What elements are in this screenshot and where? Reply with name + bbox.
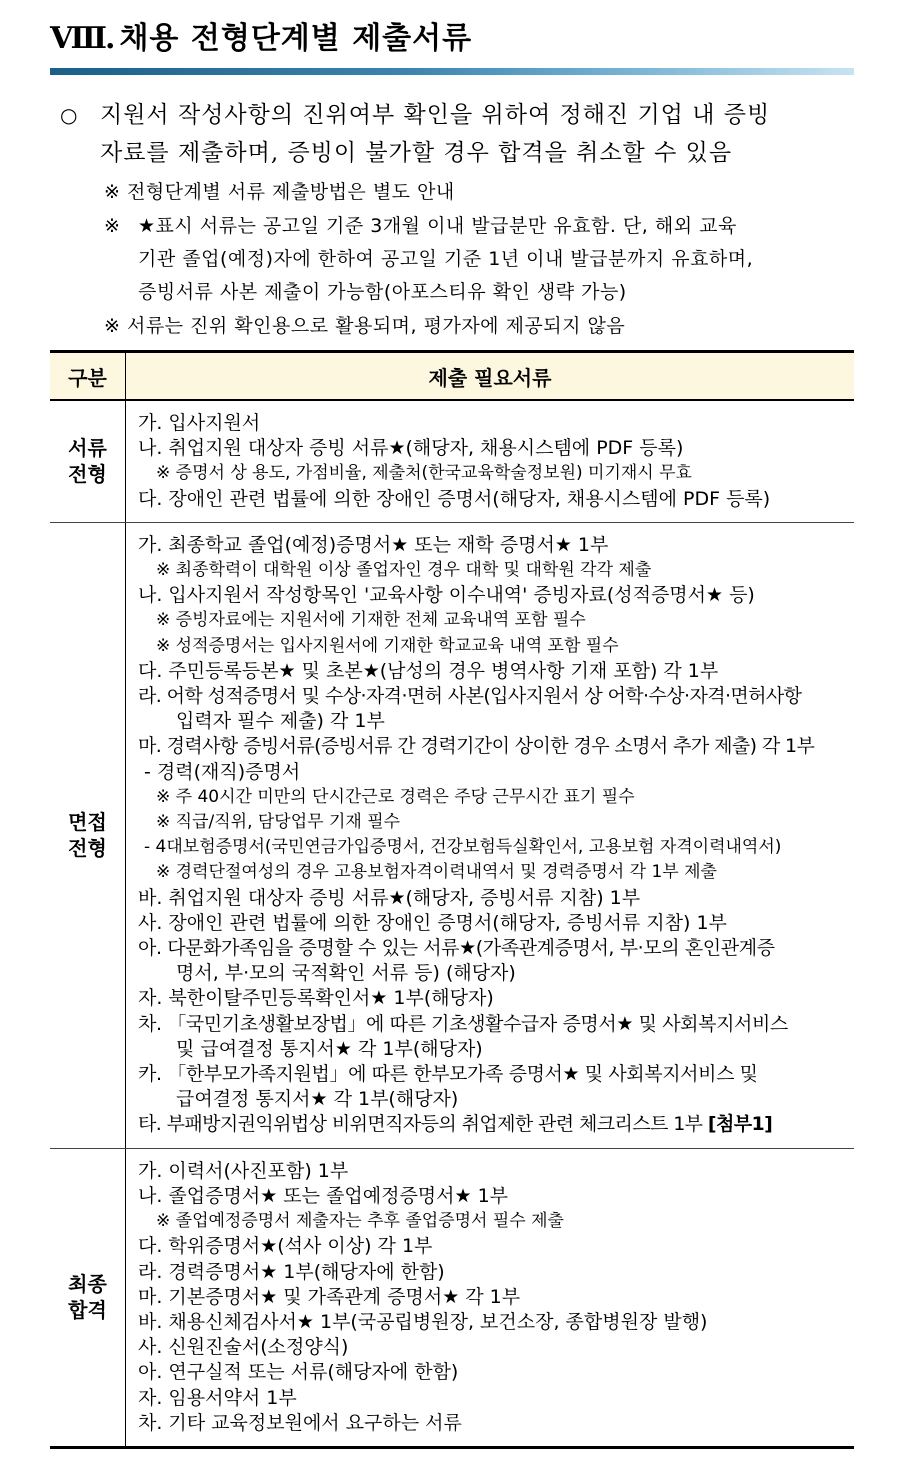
header-category: 구분	[50, 352, 126, 401]
list-note: ※ 증명서 상 용도, 가점비율, 제출처(한국교육학술정보원) 미기재시 무효	[156, 463, 692, 484]
list-note: ※ 최종학력이 대학원 이상 졸업자인 경우 대학 및 대학원 각각 제출	[156, 560, 652, 581]
list-item: 마. 경력사항 증빙서류(증빙서류 간 경력기간이 상이한 경우 소명서 추가 제출) 각 1부	[138, 735, 815, 758]
list-item-text: 타. 부패방지권익위법상 비위면직자등의 취업제한 관련 체크리스트 1부	[138, 1113, 703, 1136]
list-item: 나. 취업지원 대상자 증빙 서류★(해당자, 채용시스템에 PDF 등록)	[138, 437, 684, 460]
intro-line-2: 자료를 제출하며, 증빙이 불가할 경우 합격을 취소할 수 있음	[100, 140, 733, 166]
list-item: 다. 장애인 관련 법률에 의한 장애인 증명서(해당자, 채용시스템에 PDF 등록)	[138, 487, 771, 510]
list-note: ※ 경력단절여성의 경우 고용보험자격이력내역서 및 경력증명서 각 1부 제출	[156, 862, 717, 883]
list-item-continuation: 입력자 필수 제출) 각 1부	[176, 710, 385, 733]
list-note: ※ 성적증명서는 입사지원서에 기재한 학교교육 내역 포함 필수	[156, 635, 619, 656]
list-item: 바. 취업지원 대상자 증빙 서류★(해당자, 증빙서류 지참) 1부	[138, 886, 641, 909]
intro-paragraph	[60, 96, 860, 172]
category-label: 전형	[68, 462, 107, 487]
list-subitem: - 경력(재직)증명서	[144, 760, 301, 783]
note-validity-line-3: 증빙서류 사본 제출이 가능함(아포스티유 확인 생략 가능)	[138, 281, 627, 303]
note-validity-line-1: ★표시 서류는 공고일 기준 3개월 이내 발급분만 유효함. 단, 해외 교육	[138, 215, 737, 237]
list-note: ※ 주 40시간 미만의 단시간근로 경력은 주당 근무시간 표기 필수	[156, 786, 635, 807]
list-item: 가. 이력서(사진포함) 1부	[138, 1159, 349, 1182]
note-usage: ※ 서류는 진위 확인용으로 활용되며, 평가자에 제공되지 않음	[104, 315, 626, 337]
category-cell	[50, 400, 126, 522]
attachment-reference: [첨부1]	[707, 1113, 773, 1136]
category-cell	[50, 1148, 126, 1447]
list-item: 나. 졸업증명서★ 또는 졸업예정증명서★ 1부	[138, 1184, 509, 1207]
page-title	[50, 14, 850, 64]
list-item-continuation: 급여결정 통지서★ 각 1부(해당자)	[176, 1088, 459, 1111]
list-note: ※ 증빙자료에는 지원서에 기재한 전체 교육내역 포함 필수	[156, 610, 586, 631]
list-item: 나. 입사지원서 작성항목인 '교육사항 이수내역' 증빙자료(성적증명서★ 등)	[138, 584, 755, 607]
category-label: 최종	[68, 1272, 107, 1297]
items-cell	[126, 1148, 855, 1447]
category-label: 서류	[68, 436, 107, 461]
documents-table	[50, 350, 854, 1449]
list-item: 자. 임용서약서 1부	[138, 1386, 297, 1409]
title-underline-bar	[50, 68, 854, 75]
list-item: 자. 북한이탈주민등록확인서★ 1부(해당자)	[138, 987, 494, 1010]
list-item: 라. 경력증명서★ 1부(해당자에 한함)	[138, 1260, 445, 1283]
category-label: 전형	[68, 836, 107, 861]
list-item: 아. 다문화가족임을 증명할 수 있는 서류★(가족관계증명서, 부·모의 혼인관계증	[138, 937, 775, 960]
note-submission-method: ※ 전형단계별 서류 제출방법은 별도 안내	[104, 181, 455, 203]
category-label: 면접	[68, 810, 107, 835]
intro-block	[60, 96, 860, 172]
section-final-pass	[50, 1148, 854, 1447]
list-item: 사. 신원진술서(소정양식)	[138, 1336, 349, 1359]
section-interview	[50, 522, 854, 1148]
list-item: 차. 「국민기초생활보장법」에 따른 기초생활수급자 증명서★ 및 사회복지서비스	[138, 1012, 788, 1035]
list-item: 사. 장애인 관련 법률에 의한 장애인 증명서(해당자, 증빙서류 지참) 1부	[138, 911, 727, 934]
items-cell	[126, 522, 855, 1148]
note-validity	[104, 210, 753, 309]
items-cell	[126, 400, 855, 522]
circle-bullet-icon: ○	[60, 103, 79, 127]
list-item-continuation: 및 급여결정 통지서★ 각 1부(해당자)	[176, 1037, 483, 1060]
intro-line-1: 지원서 작성사항의 진위여부 확인을 위하여 정해진 기업 내 증빙	[100, 102, 771, 128]
category-label: 합격	[68, 1298, 107, 1323]
reference-mark-icon: ※	[104, 215, 121, 237]
list-item: 바. 채용신체검사서★ 1부(국공립병원장, 보건소장, 종합병원장 발행)	[138, 1310, 708, 1333]
section-number: Ⅷ.	[50, 21, 114, 56]
header-documents: 제출 필요서류	[126, 352, 855, 401]
list-item: 가. 입사지원서	[138, 412, 261, 434]
list-item: 카. 「한부모가족지원법」에 따른 한부모가족 증명서★ 및 사회복지서비스 및	[138, 1063, 758, 1086]
category-cell	[50, 522, 126, 1148]
note-validity-line-2: 기관 졸업(예정)자에 한하여 공고일 기준 1년 이내 발급분까지 유효하며,	[138, 248, 754, 270]
list-note: ※ 졸업예정증명서 제출자는 추후 졸업증명서 필수 제출	[156, 1211, 564, 1232]
list-item: 라. 어학 성적증명서 및 수상·자격·면허 사본(입사지원서 상 어학·수상·자격·면허사항	[138, 685, 802, 708]
list-item: 다. 학위증명서★(석사 이상) 각 1부	[138, 1235, 433, 1258]
section-document-screening	[50, 400, 854, 522]
list-note: ※ 직급/직위, 담당업무 기재 필수	[156, 812, 401, 833]
list-subitem: - 4대보험증명서(국민연금가입증명서, 건강보험득실확인서, 고용보험 자격이력내역서)	[144, 837, 782, 858]
list-item: 가. 최종학교 졸업(예정)증명서★ 또는 재학 증명서★ 1부	[138, 533, 609, 556]
list-item-continuation: 명서, 부·모의 국적확인 서류 등) (해당자)	[176, 962, 516, 985]
list-item: 마. 기본증명서★ 및 가족관계 증명서★ 각 1부	[138, 1285, 521, 1308]
list-item: 아. 연구실적 또는 서류(해당자에 한함)	[138, 1361, 459, 1384]
section-title: 채용 전형단계별 제출서류	[119, 21, 473, 56]
list-item: 다. 주민등록등본★ 및 초본★(남성의 경우 병역사항 기재 포함) 각 1부	[138, 659, 719, 682]
list-item: 차. 기타 교육정보원에서 요구하는 서류	[138, 1411, 462, 1434]
list-item	[138, 1112, 854, 1137]
table-header-row	[50, 352, 854, 401]
